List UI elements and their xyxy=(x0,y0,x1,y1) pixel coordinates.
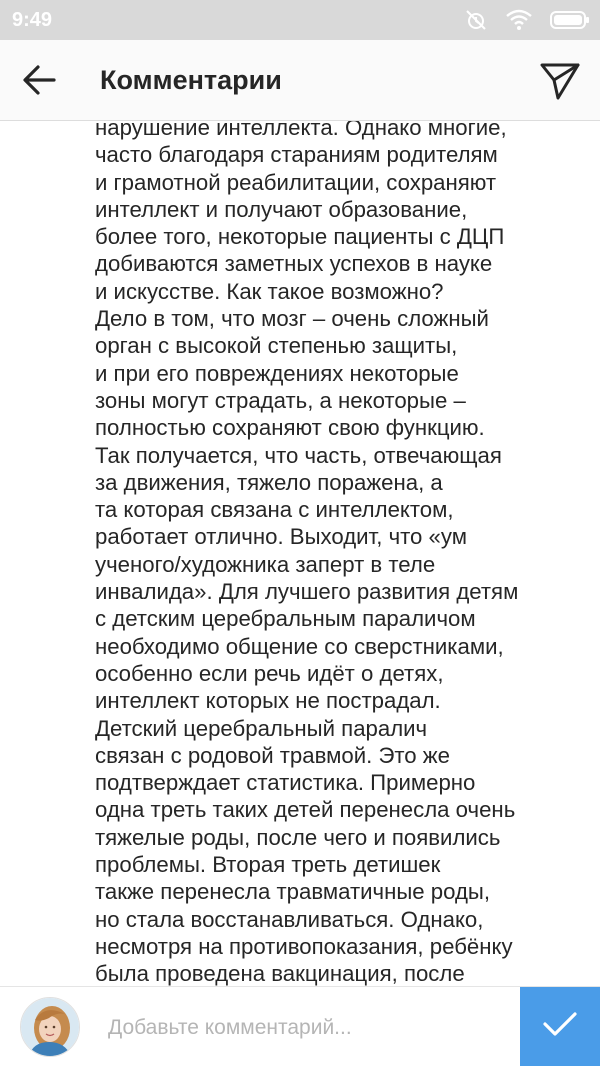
status-icons xyxy=(464,8,590,32)
comment-line: тяжелые роды, после чего и появились xyxy=(95,824,501,850)
battery-icon xyxy=(550,10,590,30)
comment-line: Так получается, что часть, отвечающая xyxy=(95,442,502,468)
comment-line: Детский церебральный паралич xyxy=(95,715,428,741)
avatar xyxy=(20,997,80,1057)
arrow-left-icon xyxy=(20,87,60,104)
comment-line: но стала восстанавливаться. Однако, xyxy=(95,906,484,932)
page-title: Комментарии xyxy=(100,65,282,95)
alarm-off-icon xyxy=(464,8,488,32)
comment-text xyxy=(95,121,565,986)
comment-line: одна треть таких детей перенесла очень xyxy=(95,797,516,823)
comment-line: ученого/художника заперт в теле xyxy=(95,551,436,577)
paper-plane-icon xyxy=(538,89,582,106)
comment-composer xyxy=(0,986,600,1066)
app-bar xyxy=(0,40,600,121)
comment-line: работает отлично. Выходит, что «ум xyxy=(95,524,467,550)
checkmark-icon xyxy=(541,1009,579,1044)
comment-line: добиваются заметных успехов в науке xyxy=(95,251,493,277)
comment-line: необходимо общение со сверстниками, xyxy=(95,633,504,659)
comment-line: проблемы. Вторая треть детишек xyxy=(95,852,441,878)
status-bar xyxy=(0,0,600,40)
direct-send-button[interactable] xyxy=(538,58,582,102)
comment-input[interactable] xyxy=(106,1007,510,1049)
comment-line: особенно если речь идёт о детях, xyxy=(95,660,444,686)
comment-line: инвалида». Для лучшего развития детям xyxy=(95,579,519,605)
comment-line: та которая связана с интеллектом, xyxy=(95,497,454,523)
comment-line: и искусстве. Как такое возможно? xyxy=(95,278,444,304)
comment-line: несмотря на противопоказания, ребёнку xyxy=(95,933,513,959)
comment-line: подтверждает статистика. Примерно xyxy=(95,770,476,796)
comment-line: и при его повреждениях некоторые xyxy=(95,360,459,386)
comment-line: с детским церебральным параличом xyxy=(95,606,476,632)
comment-line: полностью сохраняют свою функцию. xyxy=(95,415,485,441)
comment-line: Дело в том, что мозг – очень сложный xyxy=(95,306,489,332)
comment-line: интеллект и получают образование, xyxy=(95,196,468,222)
back-button[interactable] xyxy=(20,60,60,100)
post-comment-button[interactable] xyxy=(520,987,600,1066)
comment-line: связан с родовой травмой. Это же xyxy=(95,742,450,768)
comment-line: интеллект которых не пострадал. xyxy=(95,688,441,714)
comment-line: за движения, тяжело поражена, а xyxy=(95,469,443,495)
comment-line: также перенесла травматичные роды, xyxy=(95,879,491,905)
status-time: 9:49 xyxy=(12,9,53,31)
comment-line: нарушение интеллекта. Однако многие, xyxy=(95,121,507,140)
comment-line: более того, некоторые пациенты с ДЦП xyxy=(95,224,505,250)
comment-line: часто благодаря стараниям родителям xyxy=(95,142,498,168)
comments-list[interactable] xyxy=(0,121,600,986)
comment-line: орган с высокой степенью защиты, xyxy=(95,333,458,359)
comment-line: зоны могут страдать, а некоторые – xyxy=(95,387,466,413)
comment-line: была проведена вакцинация, после xyxy=(95,961,465,986)
wifi-icon xyxy=(506,9,532,31)
comment-line: и грамотной реабилитации, сохраняют xyxy=(95,169,497,195)
